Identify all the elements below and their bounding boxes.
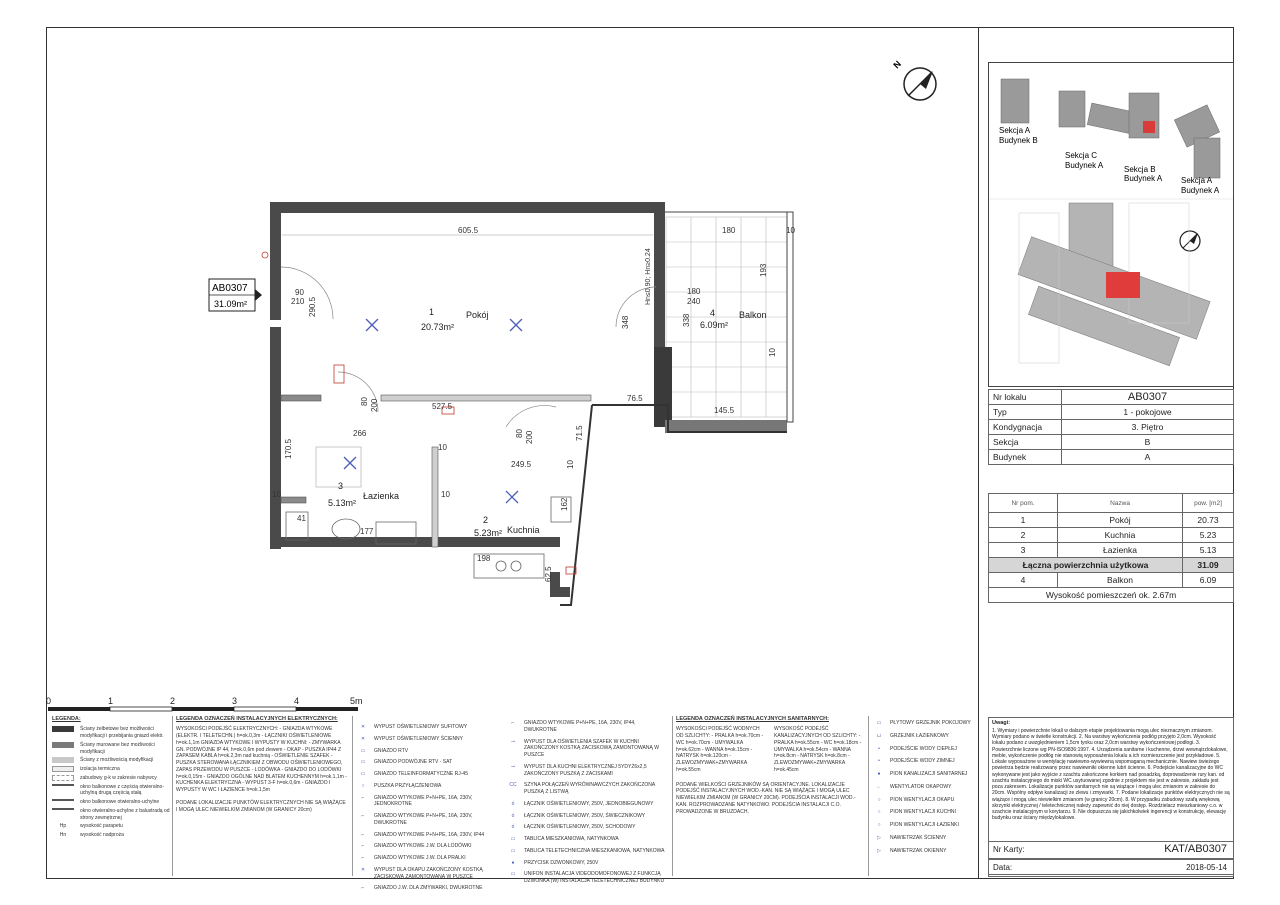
legend-item [356,748,502,755]
legend-item [356,783,502,790]
legend-item [356,736,502,743]
legend-separator [868,716,869,876]
legend-item [506,848,668,855]
dim-label: 76.5 [627,394,643,403]
legend-item [872,733,976,740]
legend-separator [172,716,173,876]
legend-text: WYSOKOŚCI PODEJŚĆ ELEKTRYCZNYCH: - GNIAZDA WTYKOWE (ELEKTR. I TELETECHN.) h=ok.0,3m - ŁĄCZNIKI OŚWIETLENIOWE h=ok.1,1m GNIAZDA WTYKOWE I WYPUSTY W KUCHNI: - ZMYWARKA GN. PODWÓJNE IP 44, h=ok.0,6m pod zlewem - OKAP - PUSZKA IP44 Z ZAPASEM KABLA h=ok.2,3m nad kuchnią - OŚWIETLENIE SZAFEK - PUSZKA STEROWANA ŁĄCZNIKIEM Z OBWODU OŚWIETLENIOWEGO, ZAPAS PRZEWODU W PUSZCE - LODÓWKA - GNIAZDO DO LODÓWKI h=ok.0,15m - GNIAZDO OGÓLNE NAD BLATEM KUCHENNYM h=ok.1,1m - KUCHENKA ELEKTRYCZNA - WYPUST 3-F h=ok.0,6m - GNIAZDO I WYPUSTY W WC I ŁAZIENCE h=ok.1,5m [176,726,347,794]
unit-tag-area: 31.09m² [214,299,248,309]
legend-item [356,724,502,731]
legend-swatch [52,784,74,790]
legend-electrical [176,716,348,876]
legend-label: okno balkonowe otwieralno-uchylne [80,799,160,806]
legend-symbol-icon: ○ [877,809,881,816]
legend-label: NAWIETRZAK OKIENNY [890,847,947,854]
legend-label: PION WENTYLACJI KUCHNI [890,809,956,816]
legend-separator [352,716,353,876]
card-label: Nr Karty: [993,845,1025,854]
height-row [989,588,1234,603]
dim-label: 527.5 [432,402,453,411]
legend-symbol-icon: ⊔ [877,732,881,739]
legend-item [506,860,668,867]
legend-label: Ściany z możliwością modyfikacji [80,757,154,764]
legend-item [506,739,668,759]
dim-label: 170.5 [284,438,293,459]
legend-label: WYPUST DLA OKAPU ZAKOŃCZONY KOSTKĄ ZACISKOWĄ ZAMONTOWANĄ W PUSZCE [374,866,483,880]
info-value: 3. Piętro [1062,420,1234,435]
legend-item [356,771,502,778]
legend-symbol-icon: ⌐ [361,813,365,819]
legend-swatch [52,742,74,748]
dim-label: 145.5 [714,406,735,415]
legend-label: wysokość nadproża [80,832,124,839]
legend-symbol-icon: ⌐ [361,885,365,892]
dim-label: 71.5 [575,425,584,441]
legend-symbol-icon: ▭ [510,871,516,878]
legend-label: wysokość parapetu [80,823,123,830]
legend-item [506,813,668,820]
dim-label: 177 [360,527,374,536]
legend-symbol-icon: • [878,758,880,765]
legend-item [506,801,668,808]
legend-item [872,746,976,753]
site-label: Sekcja A [999,126,1031,135]
dim-label: 10 [438,443,447,452]
info-label: Kondygnacja [989,420,1062,435]
date-value: 2018-05-14 [1186,863,1227,872]
site-label: Budynek A [1124,174,1163,183]
dim-label: Hn≤0.90; Hn≥0.24 [645,248,652,305]
info-value: A [1062,450,1234,465]
info-label: Budynek [989,450,1062,465]
legend-walls [52,716,170,876]
legend-label: ŁĄCZNIK OŚWIETLENIOWY, 250V, SCHODOWY [524,824,636,831]
legend-label: PRZYCISK DZWONKOWY, 250V [524,859,599,866]
legend-swatch [52,808,74,814]
legend-symbol-icon: ▭ [360,759,366,766]
legend-label: PION KANALIZACJI SANITARNEJ [890,771,968,777]
unit-tag-code: AB0307 [212,283,248,294]
room-4-no: 4 [710,308,716,318]
legend-label: WENTYLATOR OKAPOWY [890,783,952,790]
legend-title: LEGENDA OZNACZEŃ INSTALACYJNYCH ELEKTRYCZNYCH: [176,716,338,722]
legend-symbol-icon: ό [511,800,515,807]
legend-label: GRZEJNIK ŁAZIENKOWY [890,732,949,739]
site-label: Sekcja A [1181,176,1213,185]
legend-item [356,795,502,809]
legend-label: PŁYTOWY GRZEJNIK POKOJOWY [890,720,971,726]
legend-symbol-icon: ⊸ [510,738,516,745]
legend-title: LEGENDA OZNACZEŃ INSTALACYJNYCH SANITARNYCH: [676,716,829,722]
legend-symbol-icon: ό [511,824,515,831]
info-row [989,450,1234,465]
dim-label: 348 [621,315,630,329]
legend-item [872,784,976,791]
unit-tag [209,279,262,311]
dim-label: 266 [353,429,367,438]
legend-symbol-icon: ▭ [360,771,366,777]
site-label: Budynek B [999,136,1038,145]
info-row [989,435,1234,450]
dim-label: 41 [297,514,306,523]
legend-item [872,848,976,855]
scale-bar [46,696,363,711]
unit-info-table [988,389,1234,465]
date-label: Data: [993,863,1013,872]
notes-text: 1. Wymiary i powierzchnie lokali w dalszym etapie projektowania mogą ulec nieznacznym zmianom. Wymiary podano w świetle konstrukcji. 2. Na warstwy wykończenia podłóg przyjęto 2,0cm. Wysokość lokalu podano z uwzględnieniem 1,5cm tynku oraz 2,0cm warstwy wykończeniowej podłogi. 3. Powierzchnie liczone wg PN-ISO9836:1997. 4. Urządzenia sanitarne i kuchenne, drzwi wewnątrzlokalowe, meble, wykończenie podłóg nie stanowią wyposażenia lokalu a ich rozmieszczenie jest przykładowe. 5. Lokale wyposażone w wentylację nawiewno-wywiewną wspomaganą mechanicznie. Nawiew świeżego powietrza będzie realizowany przez nawiewniki okienne lubń ścienne. 6. Podejście kanalizacyjne do WC wykonywane jest jako wyjście z szachtu zakończone korkiem nad posadzką, doprowadzenie rury kan. od szachtu instalacyjnego do miski WC usytuowanej zgodnie z projektem nie jest w zakresie, zakładu jest poza zakresem. Lokalizacje punktów sanitarnych nie są wiążące i mogą ulec zmianom w zakresie do 20cm. Wspólny odpływ kanalizacji ze zlewu i zmywarki. 7. Podane lokalizacje punktów elektrycznych nie są wiążące i mogą ulec niewielkim zmianom (w granicy 20cm). 8. W przypadku zabudowy szafą wnękową skrzynki elektrycznej / teletechnicznej należy zapewnić do niej dostęp. Rozdzielacz mieszkaniowy c.o. w szachcie instalacyjnym w korytarzu. 9. Nie dopuszcza się jakichkolwiek ingerencji w konstrukcję, elewację budynku oraz ściany międzylokalowe. [992,727,1230,822]
legend-label: PION WENTYLACJI OKAPU [890,796,955,803]
legend-label: UNIFON INSTALACJA VIDEODOMOFONOWEJ Z FUNKCJĄ DZWONKA (W) INSTALACJA TELETECHNICZNEJ BUDYNKU [524,871,665,884]
site-label: Sekcja C [1065,151,1098,160]
room-2-area: 5.23m² [474,528,503,538]
total-area: 31.09 [1183,558,1234,573]
legend-symbol: Hn [59,832,67,839]
dim-label: 180 [722,226,736,235]
legend-symbol-icon: ▭ [510,836,516,842]
room-row: 1 Pokój 20.73 [989,513,1234,528]
legend-electrical-symbols-1 [356,716,502,892]
dim-label: 193 [759,263,768,277]
info-value: AB0307 [1062,390,1234,405]
legend-label: GNIAZDO WTYKOWE P+N+PE, 16A, 230V, DWUKROTNE [374,813,473,826]
room-area-table [988,493,1234,603]
info-row [989,390,1234,405]
legend-swatch [52,775,74,781]
legend-text: PODANE WIELKOŚCI GRZEJNIKÓW SĄ ORIENTACYJNE. LOKALIZACJE PODEJŚĆ INSTALACYJNYCH WOD.-KAN. NIE SĄ WIĄŻĄCE I MOGĄ ULEC NIEWIELKIM ZMIANOM (W GRANICY 20CM). PODEJŚCIA INSTALACJI WOD.-KAN. ROZPROWADZANE NATYNKOWO. PODEJŚCIA INSTALACJI C.O. PROWADZONE W BRUZDACH. [676,781,856,815]
legend-item [356,813,502,827]
legend-symbol-icon: ● [511,859,515,866]
legend-item [356,759,502,766]
legend-symbol-icon: ▷ [877,847,881,854]
legend-label: GNIAZDO WTYKOWE J.W. DLA PRALKI [374,855,466,861]
header-name: Nazwa [1058,494,1183,513]
legend-symbol-icon: ▭ [510,847,516,854]
legend-symbol: Hp [59,823,67,830]
dim-label: 240 [687,297,701,306]
legend-swatch [52,726,74,732]
legend-label: Ściany murowane bez możliwości modyfikacji [80,741,155,755]
legend-label: TABLICA MIESZKANIOWA, NATYNKOWA [524,836,619,842]
legend-symbol-icon: ✕ [360,866,366,873]
legend-item [872,797,976,804]
legend-label: GNIAZDO RTV [374,747,409,754]
card-value: KAT/AB0307 [1164,843,1227,855]
legend-label: PODEJŚCIE WODY ZIMNEJ [890,758,955,765]
legend-symbol-icon: ▷ [877,834,881,841]
legend-electrical-symbols-2 [506,716,668,884]
legend-label: ŁĄCZNIK OŚWIETLENIOWY, 250V, ŚWIECZNIKOWY [524,812,646,819]
legend-text: WYSOKOŚCI PODEJŚĆ WODNYCH OD SZLICHTY: - PRALKA h=ok.70cm - WC h=ok.70cm - UMYWALKA h=ok.62cm - WANNA h=ok.15cm - NATRYSK h=ok.120cm - ZLEWOZMYWAK+ZMYWARKA h=ok.55cm [676,726,764,773]
dim-label: 10 [441,490,450,499]
legend-symbol-icon: ✕ [360,735,366,742]
site-label: Sekcja B [1124,165,1156,174]
legend-label: Ściany żelbetowe bez możliwości modyfikacji i przebijania gniazd elektr. [80,726,164,740]
legend-label: WYPUST DLA OŚWIETLENIA SZAFEK W KUCHNI ZAKOŃCZONY KOSTKĄ ZACISKOWĄ ZAMONTOWANĄ W PUSZCE [524,738,659,758]
legend-label: zabudowy g-k w zakresie nabywcy [80,774,157,781]
legend-title: LEGENDA: [52,716,81,722]
room-4-area: 6.09m² [700,320,729,330]
legend-item [506,836,668,843]
dim-label: 338 [682,313,691,327]
legend-symbol-icon: ● [877,771,881,777]
legend-label: WYPUST OŚWIETLENIOWY SUFITOWY [374,724,468,730]
legend-label: NAWIETRZAK ŚCIENNY [890,834,947,841]
dim-label: 200 [525,430,534,444]
legend-symbol-icon: ⊸ [510,763,516,770]
scale-tick-label: 4 [294,696,300,706]
legend-symbol-icon: ✕ [360,724,366,730]
scale-tick-label: 0 [46,696,52,706]
unit-info-sidebar [988,62,1234,877]
legend-label: okno otwieralno-uchylne z balustradą od strony zewnętrznej [80,807,170,821]
room-1-area: 20.73m² [421,322,455,332]
date-row [988,859,1234,877]
legend-symbol-icon: ό [511,812,515,819]
legend-label: PODEJŚCIE WODY CIEPŁEJ [890,745,957,752]
legend-symbol-icon: ○ [877,796,881,803]
info-label: Sekcja [989,435,1062,450]
north-arrow-icon [891,59,936,100]
legend-item [872,822,976,829]
legend-label: okno balkonowe z częścią otwieralno-uchylną drugą częścią stałą [80,783,164,797]
legend-symbol-icon: ⌐ [361,831,365,838]
room-row: 3 Łazienka 5.13 [989,543,1234,558]
header-no: Nr pom. [989,494,1058,513]
header-area: pow. [m2] [1183,494,1234,513]
legend-label: ŁĄCZNIK OŚWIETLENIOWY, 250V, JEDNOBIEGUNOWY [524,800,654,807]
dim-label: 200 [370,398,379,412]
legend-item [356,855,502,862]
legend-label: PUSZKA PRZYŁĄCZENIOWA [374,782,442,789]
dim-label: 605.5 [458,226,479,235]
room-height: Wysokość pomieszczeń ok. 2.67m [989,588,1234,603]
site-label: Budynek A [1181,186,1220,195]
legend-item [872,758,976,765]
room-table-header [989,494,1234,513]
room-1-name: Pokój [466,310,489,320]
total-row [989,558,1234,573]
legend-item [506,824,668,831]
floor-plan [46,27,978,717]
info-label: Typ [989,405,1062,420]
legend-symbol-icon: ○ [361,782,365,789]
legend-label: GNIAZDO WTYKOWE P+N+PE, 16A, 230V, IP44 [374,831,485,838]
legend-symbol-icon: ▭ [360,747,366,754]
room-2-name: Kuchnia [507,525,540,535]
legend-label: GNIAZDO PODWÓJNE RTV - SAT [374,759,453,766]
north-arrow-icon [1180,231,1200,251]
scale-tick-label: 3 [232,696,238,706]
legend-item [872,720,976,727]
dim-label: 10 [768,348,777,357]
legend-item [506,871,668,885]
legend-symbol-icon: ○ [877,822,881,828]
dim-label: 80 [360,397,369,406]
dim-label: 90 [295,288,304,297]
room-3-no: 3 [338,481,344,491]
total-label: Łączna powierzchnia użytkowa [989,558,1183,573]
scale-tick-label: 1 [108,696,114,706]
legend-label: izolacja termiczna [80,766,120,773]
legend-symbol-icon: ▭ [876,720,882,726]
dim-label: 10 [786,226,795,235]
legend-label: GNIAZDO J.W. DLA ZMYWARKI, DWUKROTNE [374,885,483,892]
legend-label: GNIAZDO TELEINFORMATYCZNE RJ-45 [374,771,468,777]
interior-walls [281,395,591,547]
info-value: 1 - pokojowe [1062,405,1234,420]
sheet-divider [978,27,979,879]
info-label: Nr lokalu [989,390,1062,405]
legend-label: PION WENTYLACJI ŁAZIENKI [890,822,959,828]
legend-symbol-icon: • [878,745,880,752]
room-4-name: Balkon [739,310,767,320]
legend-symbol-icon: ⌐ [361,794,365,801]
legend-symbol-icon: ⌐ [511,720,515,726]
site-plan-drawing [989,63,1233,386]
room-1-no: 1 [429,307,435,317]
room-3-area: 5.13m² [328,498,357,508]
notes-title: Uwagi: [992,720,1011,726]
legend-symbol-icon: ← [876,783,882,790]
legend-symbol-icon: ⌐ [361,855,365,861]
legend-sanitary-symbols [872,716,976,880]
dim-label: 249.5 [511,460,532,469]
info-row [989,405,1234,420]
dim-label: 62.5 [544,566,553,582]
legend-item [506,782,668,796]
site-plan [988,62,1234,387]
legend-item [506,764,668,778]
room-3-name: Łazienka [363,491,400,501]
dim-label: 180 [687,287,701,296]
legend-item [872,809,976,816]
scale-tick-label: 5m [350,696,363,706]
site-label: Budynek A [1065,161,1104,170]
card-number-row [988,841,1234,859]
legend-label: WYPUST DLA KUCHNI ELEKTRYCZNEJ 5YDYŻ6x2,5 ZAKOŃCZONY PUSZKĄ Z ZACISKAMI [524,763,647,777]
legend-text: WYSOKOŚĆ PODEJŚĆ KANALIZACYJNYCH OD SZLICHTY: - PRALKA h=ok.55cm - WC h=ok.18cm - UMYWALKA h=ok.54cm - WANNA h=ok.8cm - NATRYSK h=ok.8cm - ZLEWOZMYWAK+ZMYWARKA h=ok.45cm [774,726,862,773]
legend-text: PODANE LOKALIZACJE PUNKTÓW ELEKTRYCZNYCH NIE SĄ WIĄŻĄCE I MOGĄ ULEC NIEWIELKIM ZMIANOM (W GRANICY 20cm) [176,799,346,813]
legend-label: SZYNA POŁĄCZEŃ WYRÓWNAWCZYCH ZAKOŃCZONA PUSZKĄ Z LISTWĄ [524,782,655,795]
dim-label: 80 [515,429,524,438]
legend-item [506,720,668,734]
dim-label: 10 [272,490,281,499]
balcony-row: 4 Balkon 6.09 [989,573,1234,588]
info-value: B [1062,435,1234,450]
legend-item [872,835,976,842]
unit-highlight [1143,121,1155,133]
legend-label: GNIAZDO WTYKOWE J.W. DLA LODÓWKI [374,843,472,850]
legend-item [356,885,502,892]
legend-symbol-icon: CC [509,782,517,789]
legend-label: TABLICA TELETECHNICZNA MIESZKANIOWA, NATYNKOWA [524,847,665,854]
legend-swatch [52,757,74,763]
dim-label: 290.5 [308,296,317,317]
legend-sanitary [676,716,866,876]
scale-tick-label: 2 [170,696,176,706]
legend-separator [672,716,673,876]
legend-symbol-icon: ⌐ [361,843,365,850]
door-swings [281,267,656,427]
legend-item [872,771,976,778]
legend-label: WYPUST OŚWIETLENIOWY ŚCIENNY [374,735,463,742]
unit-highlight-detail [1106,272,1140,298]
legend-item [356,832,502,839]
dim-label: 10 [566,460,575,469]
legend-item [356,867,502,881]
room-2-no: 2 [483,515,489,525]
legend-swatch [52,766,74,772]
legend-item [356,843,502,850]
info-row [989,420,1234,435]
legend-label: GNIAZDO WTYKOWE P+N+PE, 16A, 230V, JEDNOKROTNE [374,794,473,808]
dim-label: 198 [477,554,491,563]
legend-label: GNIAZDO WTYKOWE P+N+PE, 16A, 230V, IP44, DWUKROTNE [524,720,636,733]
dim-label: 210 [291,297,305,306]
svg-text:N: N [891,58,904,71]
room-row: 2 Kuchnia 5.23 [989,528,1234,543]
legend-swatch [52,799,74,805]
dim-label: 162 [560,497,569,511]
